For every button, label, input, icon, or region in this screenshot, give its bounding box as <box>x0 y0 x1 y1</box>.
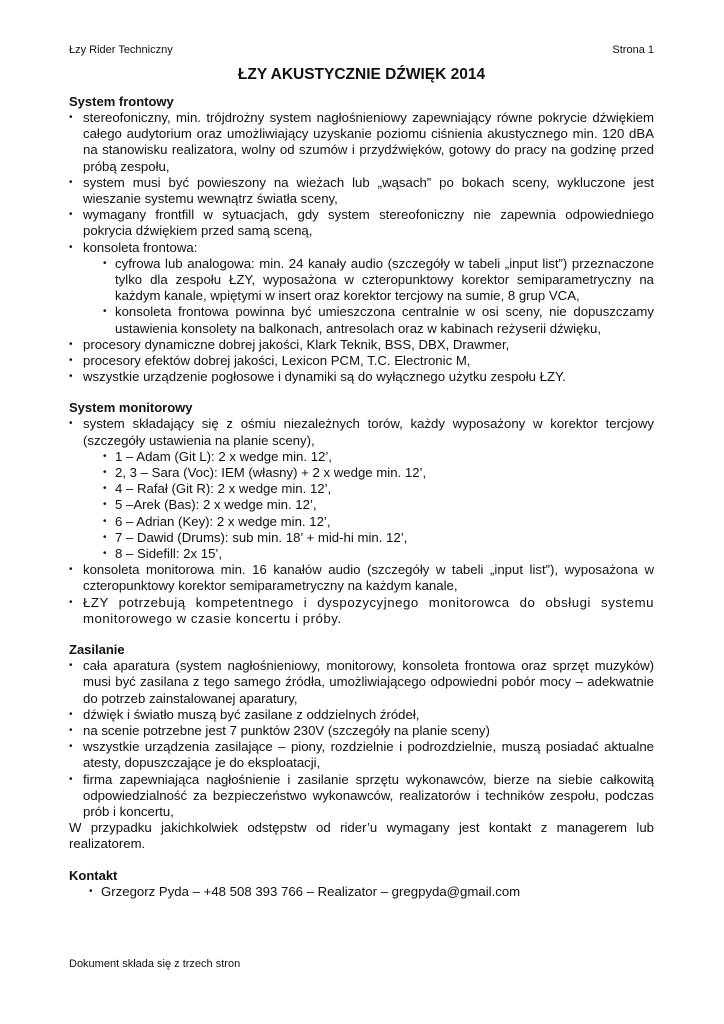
page-number: Strona 1 <box>612 44 654 56</box>
section-monitor-system <box>69 400 654 627</box>
list-item-text: system składający się z ośmiu niezależnych torów, każdy wyposażony w korektor tercjowy (szczegóły ustawienia na planie sceny), <box>83 416 654 448</box>
section-heading: System frontowy <box>69 94 174 109</box>
section-contact <box>69 868 654 900</box>
list-item: • procesory efektów dobrej jakości, Lexicon PCM, T.C. Electronic M, <box>69 353 654 369</box>
monitor-mix-item: • 5 –Arek (Bas): 2 x wedge min. 12’, <box>83 497 654 513</box>
monitor-mix-item: • 8 – Sidefill: 2x 15’, <box>83 546 654 562</box>
deviation-note: W przypadku jakichkolwiek odstępstw od rider’u wymagany jest kontakt z managerem lub realizatorem. <box>69 820 654 852</box>
section-heading: Kontakt <box>69 867 118 883</box>
list-item-text: konsoleta frontowa: <box>83 239 198 255</box>
section-heading: Zasilanie <box>69 642 125 658</box>
list-item: • firma zapewniająca nagłośnienie i zasilanie sprzętu wykonawców, bierze na siebie całkowitą odpowiedzialność za bezpieczeństwo wykonawców, realizatorów i techników zespołu, podczas prób i koncertu, <box>69 772 654 821</box>
list-item: • wszystkie urządzenie pogłosowe i dynamiki są do wyłącznego użytku zespołu ŁZY. <box>69 369 654 385</box>
list-item: • dźwięk i światło muszą być zasilane z oddzielnych źródeł, <box>69 707 654 723</box>
list-item <box>69 416 654 562</box>
sub-list-item: • cyfrowa lub analogowa: min. 24 kanały audio (szczegóły w tabeli „input list”) przeznaczone tylko dla zespołu ŁZY, wyposażona w czteropunktowy korektor semiparametryczny na każdym kanale, wpiętymi w insert oraz korektor tercjowy na sumie, 8 grup VCA, <box>83 256 654 305</box>
list-item: • na scenie potrzebne jest 7 punktów 230V (szczegóły na planie sceny) <box>69 723 654 739</box>
monitor-mix-item: • 2, 3 – Sara (Voc): IEM (własny) + 2 x wedge min. 12’, <box>83 465 654 481</box>
list-item: • ŁZY potrzebują kompetentnego i dyspozycyjnego monitorowca do obsługi systemu monitorowego w czasie koncertu i próby. <box>69 595 654 627</box>
monitor-mix-item: • 7 – Dawid (Drums): sub min. 18’ + mid-hi min. 12’, <box>83 530 654 546</box>
list-item: • system musi być powieszony na wieżach lub „wąsach” po bokach sceny, wykluczone jest wieszanie systemu wewnątrz światła sceny, <box>69 175 654 207</box>
monitor-mix-item: • 4 – Rafał (Git R): 2 x wedge min. 12’, <box>83 481 654 497</box>
header-left: Łzy Rider Techniczny <box>69 44 173 56</box>
list-item: • wymagany frontfill w sytuacjach, gdy system stereofoniczny nie zapewnia odpowiedniego pokrycia dźwiękiem przed samą sceną, <box>69 207 654 239</box>
footer-note: Dokument składa się z trzech stron <box>69 958 241 970</box>
document-body <box>69 66 654 915</box>
list-item: • cała aparatura (system nagłośnieniowy, monitorowy, konsoleta frontowa oraz sprzęt muzyków) musi być zasilana z tego samego źródła, umożliwiającego odpowiedni pobór mocy – adekwatnie do potrzeb zainstalowanej aparatury, <box>69 658 654 707</box>
contact-line: • Grzegorz Pyda – +48 508 393 766 – Realizator – gregpyda@gmail.com <box>69 884 654 900</box>
monitor-mix-item: • 6 – Adrian (Key): 2 x wedge min. 12’, <box>83 514 654 530</box>
list-item <box>69 240 654 337</box>
list-item: • konsoleta monitorowa min. 16 kanałów audio (szczegóły w tabeli „input list”), wyposażona w czteropunktowy korektor semiparametryczny na każdym kanale, <box>69 562 654 594</box>
section-power <box>69 642 654 852</box>
list-item: • wszystkie urządzenia zasilające – piony, rozdzielnie i podrozdzielnie, muszą posiadać aktualne atesty, dopuszczające je do eksploatacji, <box>69 739 654 771</box>
list-item: • procesory dynamiczne dobrej jakości, Klark Teknik, BSS, DBX, Drawmer, <box>69 337 654 353</box>
sub-list-item: • konsoleta frontowa powinna być umieszczona centralnie w osi sceny, nie dopuszczamy ustawienia konsolety na balkonach, antresolach oraz w kabinach reżyserii dźwięku, <box>83 304 654 336</box>
document-title: ŁZY AKUSTYCZNIE DŹWIĘK 2014 <box>237 66 486 83</box>
section-front-system <box>69 94 654 385</box>
section-heading: System monitorowy <box>69 400 193 416</box>
monitor-mix-item: • 1 – Adam (Git L): 2 x wedge min. 12’, <box>83 449 654 465</box>
list-item: • stereofoniczny, min. trójdrożny system nagłośnieniowy zapewniający równe pokrycie dźwiękiem całego audytorium oraz umożliwiający uzyskanie poziomu ciśnienia akustycznego min. 120 dBA na stanowisku realizatora, wolny od szumów i przydźwięków, gotowy do pracy na godzinę przed próbą zespołu, <box>69 110 654 175</box>
